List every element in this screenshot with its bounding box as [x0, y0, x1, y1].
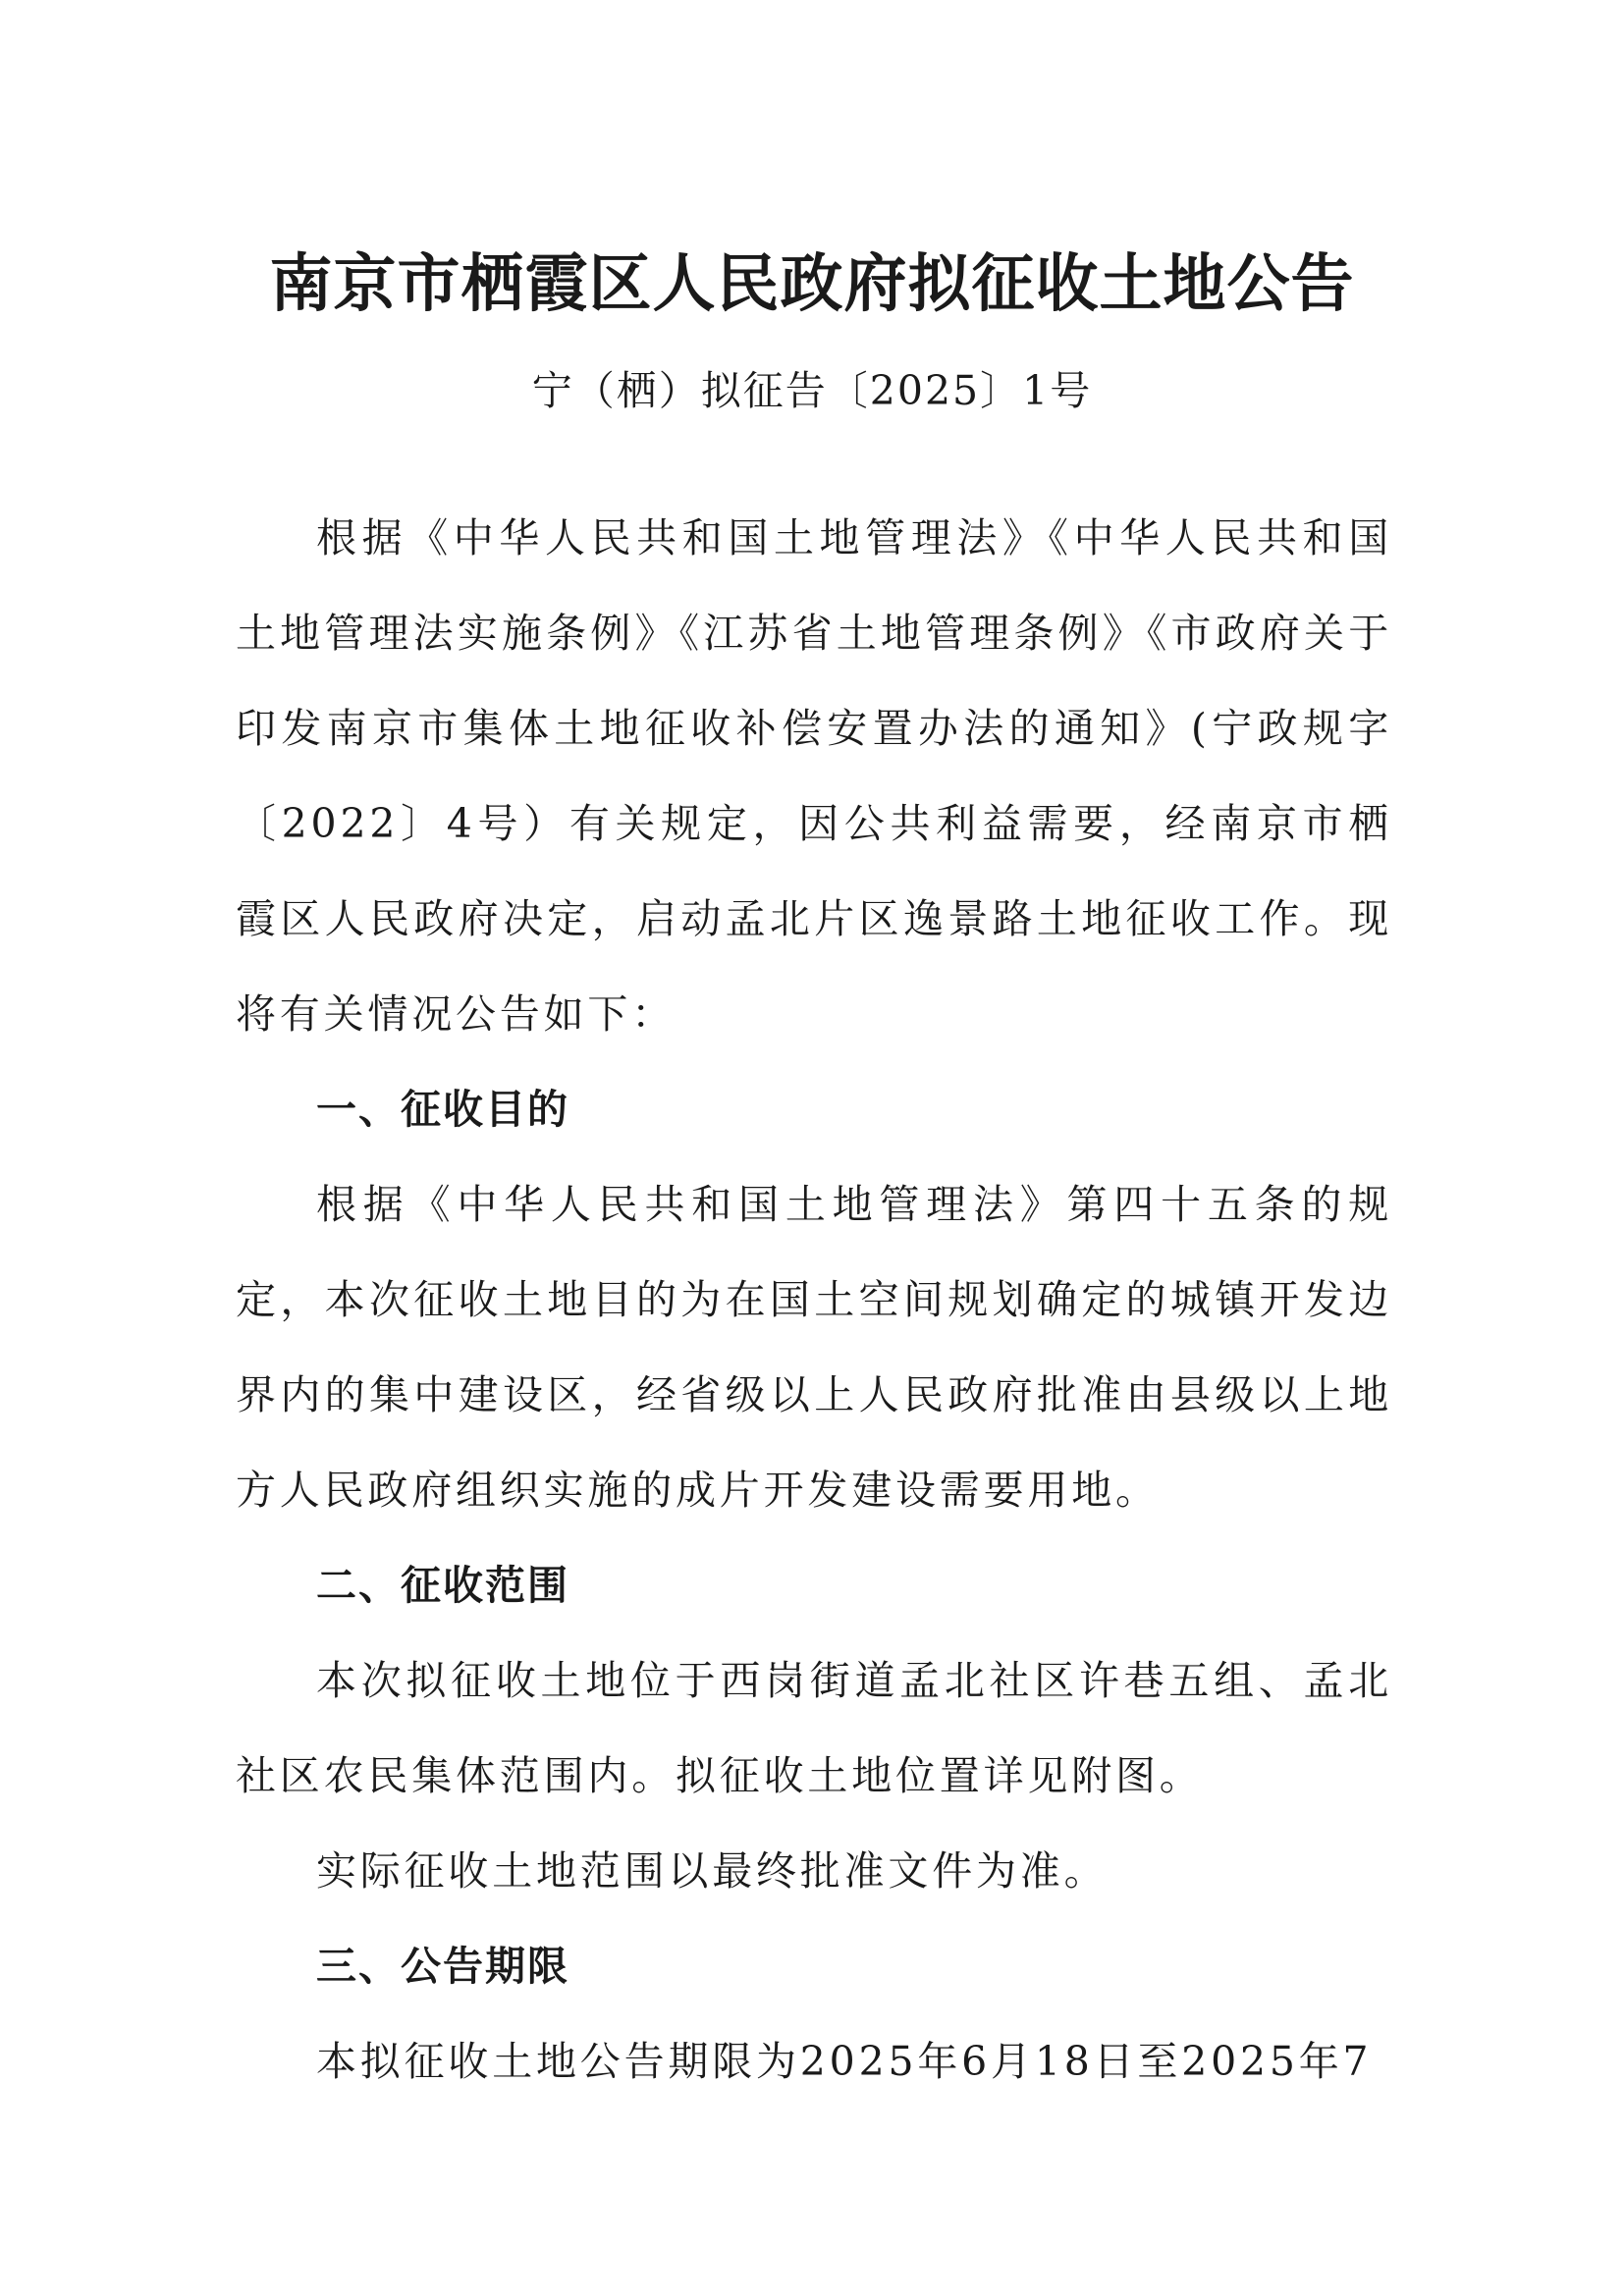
section-heading-scope: 二、征收范围: [316, 1562, 569, 1609]
section-heading-period: 三、公告期限: [316, 1943, 569, 1990]
section-paragraph: 实际征收土地范围以最终批准文件为准。: [316, 1847, 1109, 1895]
section-paragraph: 本拟征收土地公告期限为2025年6月18日至2025年7: [316, 2038, 1373, 2085]
section-paragraph: 本次拟征收土地位于西岗街道孟北社区许巷五组、孟北社区农民集体范围内。拟征收土地位置详见附图。: [236, 1657, 1392, 1799]
section-heading-purpose: 一、征收目的: [316, 1086, 569, 1133]
document-title: 南京市栖霞区人民政府拟征收土地公告: [269, 247, 1355, 321]
intro-paragraph: 根据《中华人民共和国土地管理法》《中华人民共和国土地管理法实施条例》《江苏省土地管理条例》《市政府关于印发南京市集体土地征收补偿安置办法的通知》(宁政规字〔2022〕4号）有关规定，因公共利益需要，经南京市栖霞区人民政府决定，启动孟北片区逸景路土地征收工作。现将有关情况公告如下：: [236, 514, 1392, 1038]
section-paragraph: 根据《中华人民共和国土地管理法》第四十五条的规定，本次征收土地目的为在国土空间规划确定的城镇开发边界内的集中建设区，经省级以上人民政府批准由县级以上地方人民政府组织实施的成片开发建设需要用地。: [236, 1181, 1392, 1514]
document-number: 宁（栖）拟征告〔2025〕1号: [531, 367, 1093, 414]
document-body: [236, 491, 1392, 2109]
